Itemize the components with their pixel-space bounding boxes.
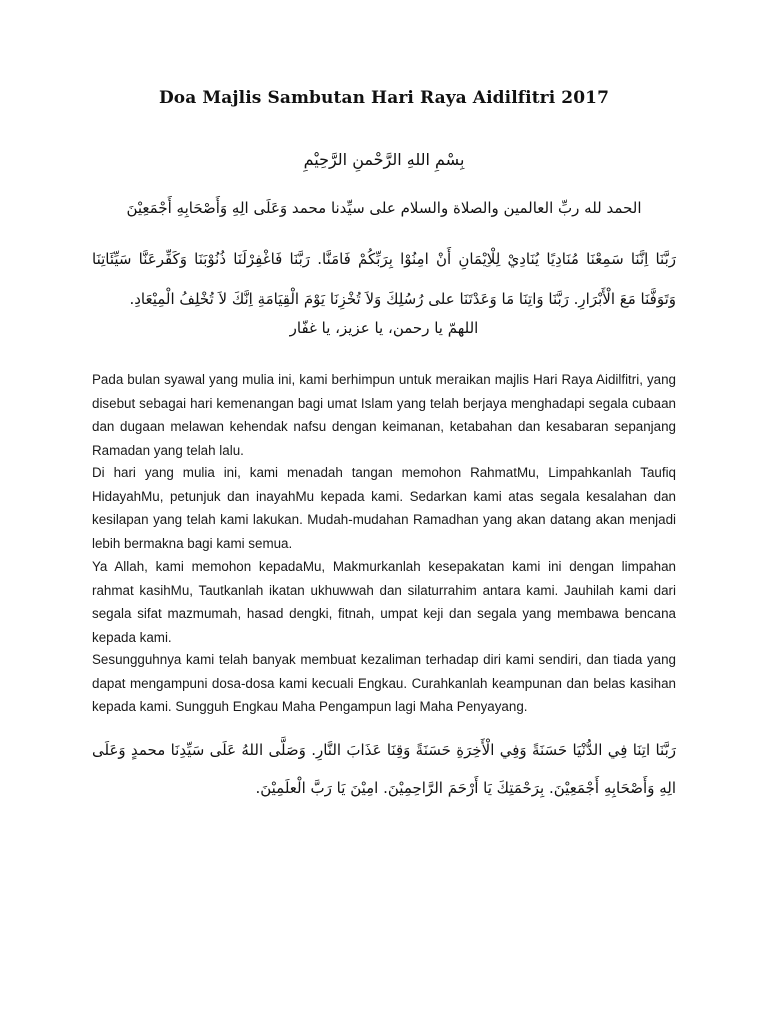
paragraph: Sesungguhnya kami telah banyak membuat kezaliman terhadap diri kami sendiri, dan tiada yang dapat mengampuni dosa-dosa kami kecuali Engkau. Curahkanlah keampunan dan belas kasihan kepada kami. Sungguh Engkau Maha Pengampun lagi Maha Penyayang.	[92, 652, 676, 714]
arabic-bismillah: بِسْمِ اللهِ الرَّحْمنِ الرَّحِيْمِ	[303, 150, 465, 169]
arabic-doa-opening: رَبَّنَا اِنَّنَا سَمِعْنَا مُنَادِيًا يُنَادِيْ لِلْاِيْمَانِ أَنْ امِنُوْا بِرَبِّكُمْ فَامَنَّا. رَبَّنَا فَاغْفِرْلَنَا ذُنُوْبَنَا وَكَفِّرعَنَّا سَيِّئَاتِنَا وَتَوَفَّنَا مَعَ الْأَبْرَارِ. رَبَّنَا وَاتِنَا مَا وَعَدْتَنَا على رُسُلِكَ وَلاَ تُخْزِنَا يَوْمَ الْقِيَامَةِ اِنَّكَ لاَ تُخْلِفُ الْمِيْعَادِ.	[92, 250, 676, 308]
arabic-doa-closing: رَبَّنَا اتِنَا فِي الدُّنْيَا حَسَنَةً وَفِي الْأَخِرَةِ حَسَنَةً وَقِنَا عَذَابَ النَّارِ. وَصَلَّى اللهُ عَلَى سَيِّدِنَا محمدٍ وَعَلَى الِهِ وَأَصْحَابِهِ أَجْمَعِيْنَ. بِرَحْمَتِكَ يَا أَرْحَمَ الرَّاحِمِيْنَ. امِيْنَ يَا رَبَّ الْعلَمِيْنَ.	[92, 741, 676, 797]
paragraph: Ya Allah, kami memohon kepadaMu, Makmurkanlah kesepakatan kami ini dengan limpahan rahmat kasihMu, Tautkanlah ikatan ukhuwwah dan silaturrahim antara kami. Jauhilah kami dari segala sifat mazmumah, hasad dengki, fitnah, umpat keji dan segala yang membawa bencana kepada kami.	[92, 559, 676, 645]
paragraph: Di hari yang mulia ini, kami menadah tangan memohon RahmatMu, Limpahkanlah Taufiq HidayahMu, petunjuk dan inayahMu kepada kami. Sedarkan kami atas segala kesalahan dan kesilapan yang telah kami lakukan. Mudah-mudahan Ramadhan yang akan datang akan menjadi lebih bermakna bagi kami semua.	[92, 465, 676, 551]
arabic-allahumma: اللهمّ يا رحمن، يا عزيز، يا غفّار	[289, 319, 479, 337]
paragraph: Pada bulan syawal yang mulia ini, kami berhimpun untuk meraikan majlis Hari Raya Aidilfitri, yang disebut sebagai hari kemenangan bagi umat Islam yang telah berjaya menghadapi segala cubaan dan dugaan melawan kehendak nafsu dengan keimanan, ketabahan dan kesabaran sepanjang Ramadan yang telah lalu.	[92, 372, 676, 458]
document-title: Doa Majlis Sambutan Hari Raya Aidilfitri 2017	[158, 88, 610, 108]
arabic-hamdalah: الحمد لله ربِّ العالمين والصلاة والسلام على سيِّدنا محمد وَعَلَى الِهِ وَأَصْحَابِهِ أَجْمَعِيْنَ	[126, 199, 642, 217]
